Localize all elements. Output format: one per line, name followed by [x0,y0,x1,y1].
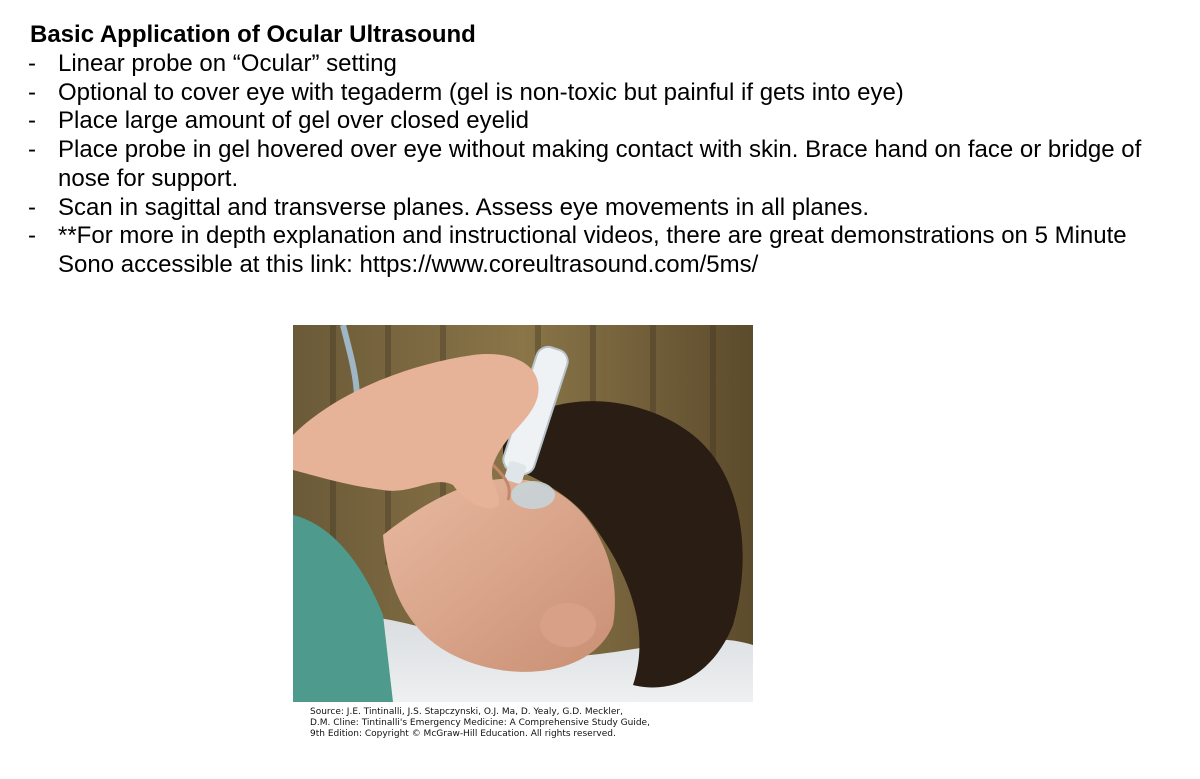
caption-line: 9th Edition: Copyright © McGraw-Hill Education. All rights reserved. [310,729,616,739]
list-item-text: **For more in depth explanation and instructional videos, there are great demonstrations on 5 Minute Sono accessible at this link: https://www.coreultrasound.com/5ms/ [58,222,1127,278]
bullet-marker: - [28,78,36,106]
caption-line: Source: J.E. Tintinalli, J.S. Stapczynski, O.J. Ma, D. Yealy, G.D. Meckler, [310,707,623,717]
list-item-text: Place large amount of gel over closed eyelid [58,107,529,135]
list-item-text: Linear probe on “Ocular” setting [58,50,397,77]
list-item-text: Place probe in gel hovered over eye without making contact with skin. Brace hand on face or bridge of nose for support. [58,136,1142,192]
bullet-marker: - [28,107,36,135]
list-item [28,107,1178,136]
list-item-text: Scan in sagittal and transverse planes. Assess eye movements in all planes. [58,193,870,221]
list-item [28,222,1178,279]
bullet-marker: - [28,136,36,164]
page-title: Basic Application of Ocular Ultrasound [30,21,476,48]
instruction-list [28,50,1178,280]
list-item [28,136,1178,193]
figure-caption [310,707,730,740]
list-item [28,50,1178,79]
caption-line: D.M. Cline: Tintinalli's Emergency Medicine: A Comprehensive Study Guide, [310,718,650,728]
bullet-marker: - [28,193,36,221]
bullet-marker: - [28,50,36,77]
patient-ocular-ultrasound-photo [293,325,753,702]
list-item-text: Optional to cover eye with tegaderm (gel is non-toxic but painful if gets into eye) [58,78,904,106]
list-item [28,194,1178,223]
bullet-marker: - [28,222,36,250]
list-item [28,79,1178,108]
